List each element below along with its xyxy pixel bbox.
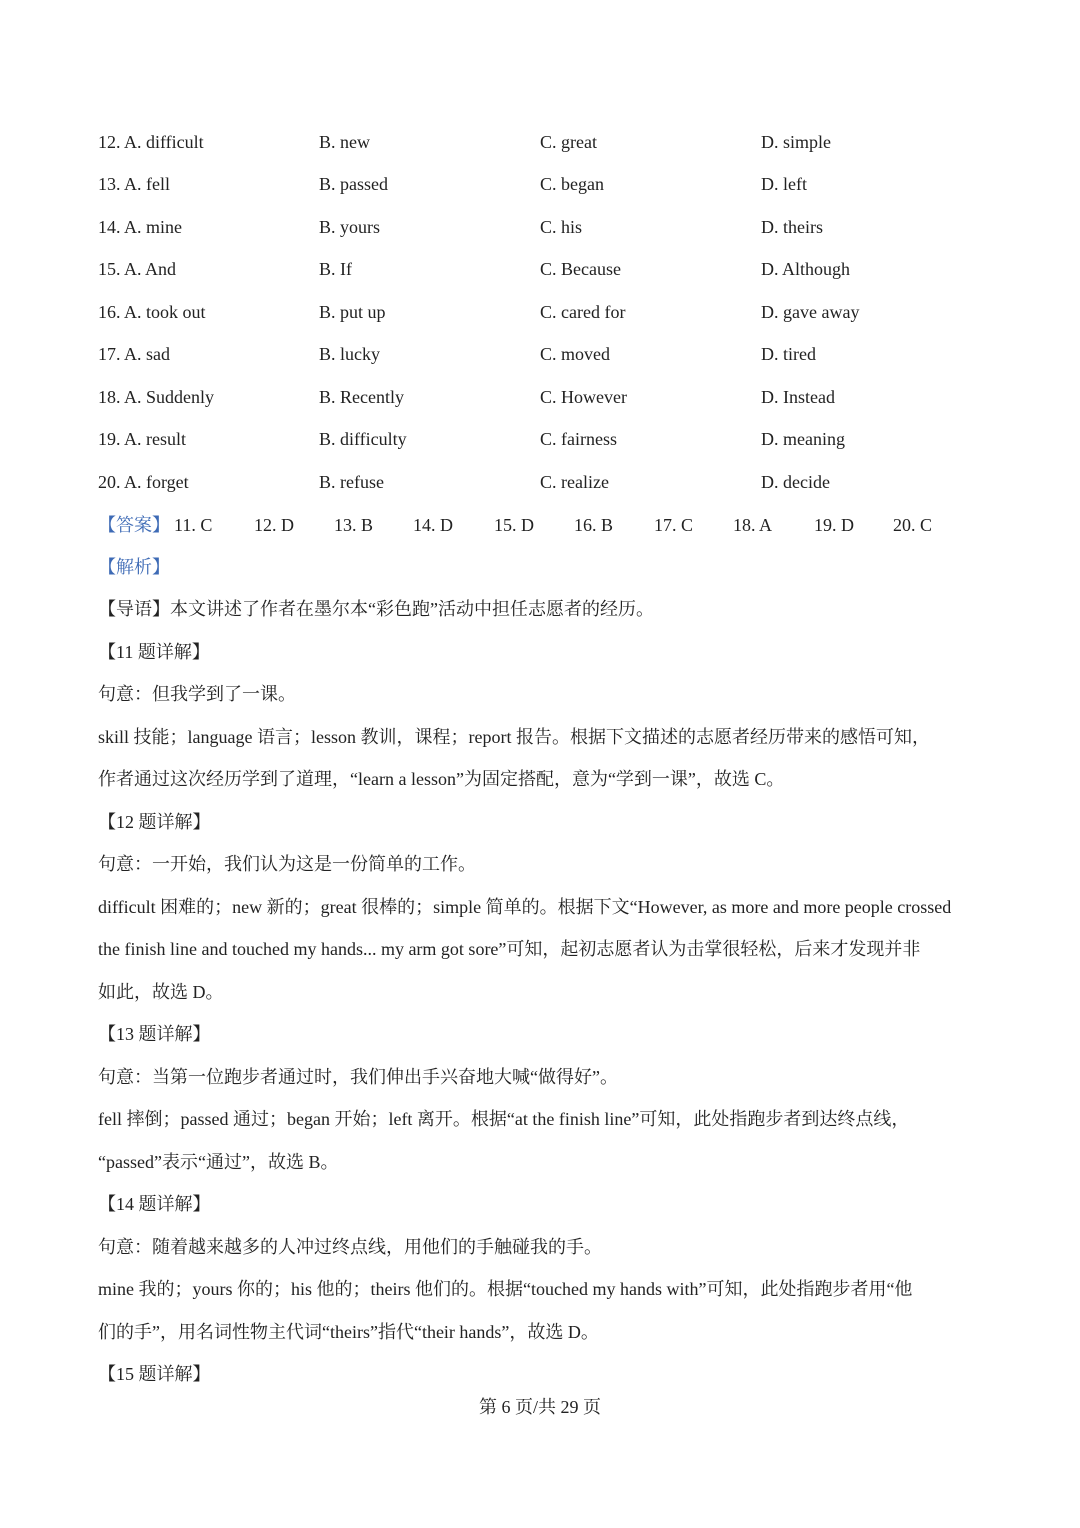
option-b: B. new [319, 132, 370, 152]
answer-item: 12. D [254, 515, 294, 535]
option-c: C. Because [540, 259, 621, 279]
section-heading: 【14 题详解】 [98, 1194, 211, 1214]
answer-item: 11. C [174, 515, 213, 535]
option-d: D. meaning [761, 429, 845, 449]
explanation-line: skill 技能；language 语言；lesson 教训，课程；report 报告。根据下文描述的志愿者经历带来的感悟可知， [98, 727, 930, 747]
option-b: B. If [319, 259, 352, 279]
section-heading: 【12 题详解】 [98, 812, 211, 832]
intro-line: 【导语】本文讲述了作者在墨尔本“彩色跑”活动中担任志愿者的经历。 [98, 599, 654, 619]
explanation-line: “passed”表示“通过”，故选 B。 [98, 1152, 339, 1172]
option-row [98, 129, 998, 155]
option-row [98, 384, 998, 410]
option-b: B. yours [319, 217, 381, 237]
option-b: B. put up [319, 302, 386, 322]
sentence-meaning: 句意：但我学到了一课。 [98, 684, 296, 704]
section-heading: 【13 题详解】 [98, 1024, 211, 1044]
option-row [98, 171, 998, 197]
answer-item: 20. C [893, 515, 933, 535]
answer-item: 16. B [574, 515, 614, 535]
option-a: 12. A. difficult [98, 132, 204, 152]
explanation-line: the finish line and touched my hands... my arm got sore”可知，起初志愿者认为击掌很轻松，后来才发现并非 [98, 939, 921, 959]
option-b: B. passed [319, 174, 388, 194]
option-row [98, 256, 998, 282]
option-a: 19. A. result [98, 429, 186, 449]
answer-item: 19. D [814, 515, 854, 535]
option-a: 20. A. forget [98, 472, 189, 492]
section-heading: 【15 题详解】 [98, 1364, 211, 1384]
option-a: 18. A. Suddenly [98, 387, 215, 407]
explanation-line: fell 摔倒；passed 通过；began 开始；left 离开。根据“at the finish line”可知，此处指跑步者到达终点线， [98, 1109, 910, 1129]
option-d: D. theirs [761, 217, 823, 237]
option-a: 14. A. mine [98, 217, 182, 237]
option-c: C. began [540, 174, 604, 194]
section-heading: 【11 题详解】 [98, 642, 210, 662]
page-number: 第 6 页/共 29 页 [478, 1397, 601, 1417]
answer-item: 18. A [733, 515, 773, 535]
option-d: D. tired [761, 344, 816, 364]
option-d: D. Although [761, 259, 851, 279]
option-c: C. cared for [540, 302, 626, 322]
option-c: C. moved [540, 344, 610, 364]
option-b: B. refuse [319, 472, 384, 492]
option-a: 16. A. took out [98, 302, 206, 322]
analysis-label: 【解析】 [98, 557, 170, 577]
sentence-meaning: 句意：一开始，我们认为这是一份简单的工作。 [98, 854, 476, 874]
option-a: 13. A. fell [98, 174, 170, 194]
option-row [98, 426, 998, 452]
option-a: 15. A. And [98, 259, 177, 279]
option-b: B. Recently [319, 387, 404, 407]
option-c: C. great [540, 132, 597, 152]
answer-item: 15. D [494, 515, 534, 535]
explanation-line: difficult 困难的；new 新的；great 很棒的；simple 简单的。根据下文“However, as more and more people crossed [98, 897, 952, 917]
option-row [98, 341, 998, 367]
option-row [98, 214, 998, 240]
option-b: B. difficulty [319, 429, 407, 449]
option-b: B. lucky [319, 344, 380, 364]
explanation-line: 作者通过这次经历学到了道理，“learn a lesson”为固定搭配，意为“学到一课”，故选 C。 [98, 769, 785, 789]
option-d: D. gave away [761, 302, 860, 322]
answer-item: 13. B [334, 515, 374, 535]
explanation-line: 们的手”，用名词性物主代词“theirs”指代“their hands”，故选 D。 [98, 1322, 599, 1342]
option-row [98, 299, 998, 325]
option-c: C. fairness [540, 429, 617, 449]
option-d: D. decide [761, 472, 830, 492]
explanation-line: 如此，故选 D。 [98, 982, 224, 1002]
option-d: D. Instead [761, 387, 835, 407]
explanation-line: mine 我的；yours 你的；his 他的；theirs 他们的。根据“touched my hands with”可知，此处指跑步者用“他 [98, 1279, 913, 1299]
answer-key [98, 512, 998, 538]
sentence-meaning: 句意：当第一位跑步者通过时，我们伸出手兴奋地大喊“做得好”。 [98, 1067, 618, 1087]
option-d: D. simple [761, 132, 831, 152]
option-a: 17. A. sad [98, 344, 170, 364]
option-c: C. However [540, 387, 627, 407]
option-row [98, 469, 998, 495]
answer-item: 17. C [654, 515, 694, 535]
option-c: C. his [540, 217, 583, 237]
option-c: C. realize [540, 472, 609, 492]
answer-item: 14. D [413, 515, 453, 535]
option-d: D. left [761, 174, 807, 194]
answer-label: 【答案】 [98, 515, 170, 535]
sentence-meaning: 句意：随着越来越多的人冲过终点线，用他们的手触碰我的手。 [98, 1237, 602, 1257]
